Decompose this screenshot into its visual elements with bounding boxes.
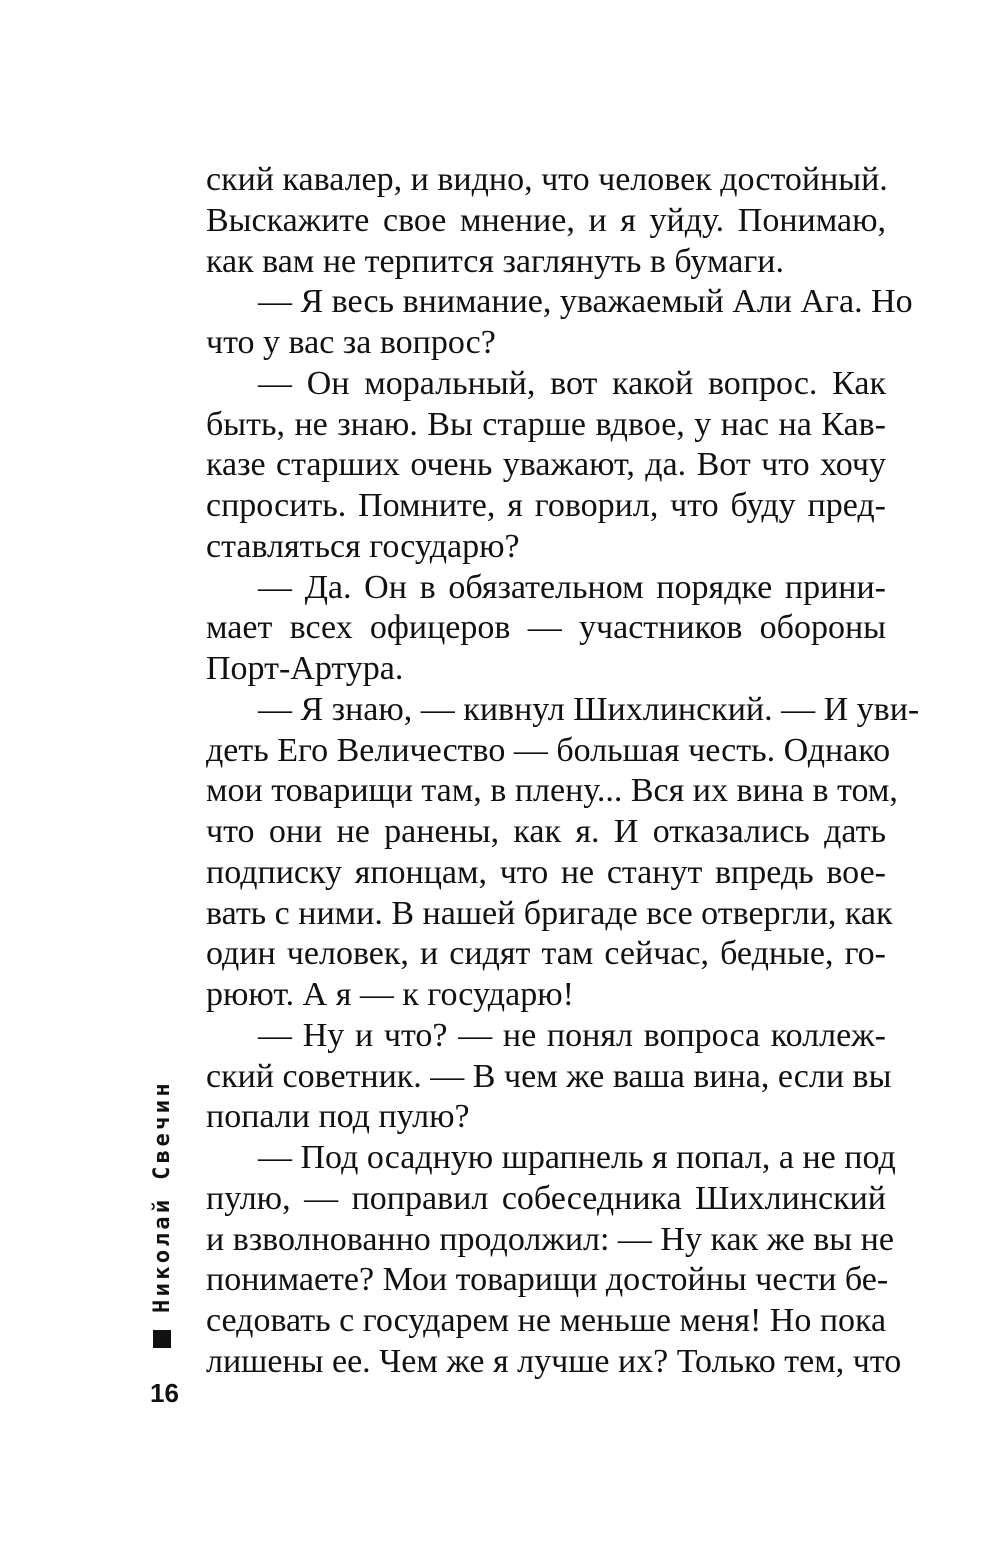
running-head-square-marker: [153, 1330, 171, 1348]
text-line: и взволнованно продолжил: — Ну как же вы не: [206, 1220, 894, 1258]
text-line: ский советник. — В чем же ваша вина, если вы: [206, 1057, 892, 1095]
text-line: — Под осадную шрапнель я попал, а не под: [258, 1139, 896, 1176]
text-line: мои товарищи там, в плену... Вся их вина в том,: [206, 772, 898, 810]
text-line: деть Его Величество — большая честь. Однако: [206, 731, 891, 769]
page-number: 16: [150, 1378, 179, 1408]
text-line: Порт-Артура.: [206, 650, 404, 687]
text-line: один человек, и сидят там сейчас, бедные, го-: [206, 935, 886, 973]
text-line: что у вас за вопрос?: [206, 324, 496, 361]
text-line: — Я знаю, — кивнул Шихлинский. — И уви-: [258, 690, 920, 728]
text-line: — Он моральный, вот какой вопрос. Как: [258, 364, 886, 402]
text-line: седовать с государем не меньше меня! Но пока: [206, 1302, 887, 1339]
text-line: попали под пулю?: [206, 1098, 470, 1136]
text-line: — Да. Он в обязательном порядке прини-: [258, 568, 886, 606]
text-line: спросить. Помните, я говорил, что буду пред-: [206, 487, 886, 524]
text-line: вать с ними. В нашей бригаде все отвергли, как: [206, 894, 893, 932]
body-text: [206, 160, 920, 1383]
text-line: как вам не терпится заглянуть в бумаги.: [206, 242, 784, 280]
text-line: ский кавалер, и видно, что человек достойный.: [206, 161, 888, 198]
text-line: что они не ранены, как я. И отказались дать: [206, 813, 886, 850]
text-line: понимаете? Мои товарищи достойны чести бе-: [206, 1261, 889, 1299]
text-line: быть, не знаю. Вы старше вдвое, у нас на Кав-: [206, 405, 886, 443]
text-line: — Я весь внимание, уважаемый Али Ага. Но: [258, 283, 913, 321]
text-line: лишены ее. Чем же я лучше их? Только тем, что: [206, 1342, 902, 1380]
text-line: ставляться государю?: [206, 527, 520, 565]
text-line: подписку японцам, что не станут впредь вое-: [206, 853, 886, 891]
text-line: — Ну и что? — не понял вопроса коллеж-: [258, 1016, 886, 1054]
text-line: мает всех офицеров — участников обороны: [206, 609, 886, 647]
text-line: Выскажите свое мнение, и я уйду. Понимаю,: [206, 201, 886, 239]
text-line: рюют. А я — к государю!: [206, 976, 574, 1013]
text-line: казе старших очень уважают, да. Вот что хочу: [206, 446, 886, 484]
text-line: пулю, — поправил собеседника Шихлинский: [206, 1179, 886, 1217]
running-head-author: Николай Свечин: [150, 1079, 175, 1313]
